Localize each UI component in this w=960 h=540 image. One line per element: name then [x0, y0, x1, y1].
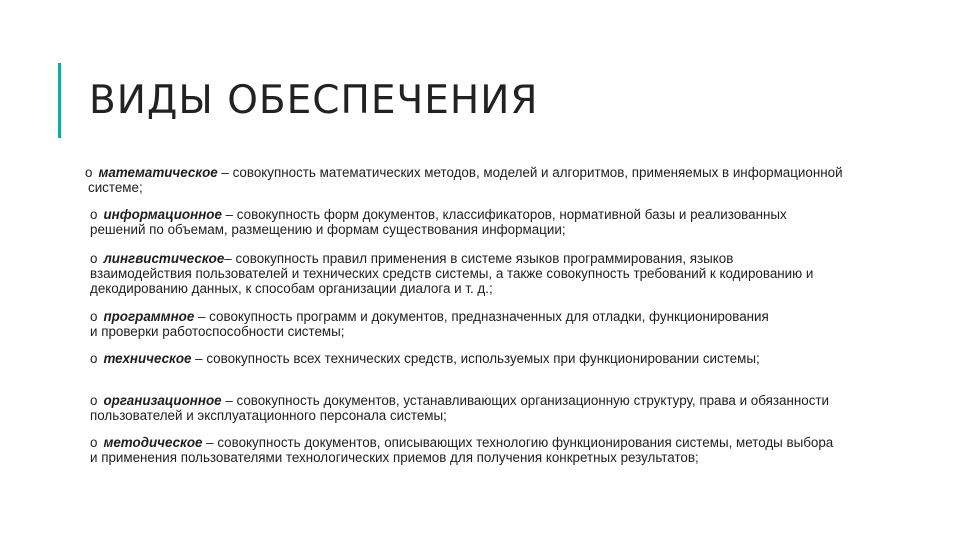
item-text: – совокупность всех технических средств, используемых при функционировании системы;: [191, 351, 760, 366]
item-text: – совокупность документов, описывающих технологию функционирования системы, методы выбора и применения пользователями технологических приемов для получения конкретных результатов;: [90, 435, 834, 465]
list-item: [90, 252, 835, 296]
item-term: методическое: [103, 435, 203, 450]
item-text: – совокупность математических методов, моделей и алгоритмов, применяемых в информационной системе;: [88, 165, 843, 195]
list-item: [90, 436, 840, 466]
bullet-icon: o: [90, 207, 98, 222]
item-term: организационное: [103, 393, 222, 408]
item-text: – совокупность форм документов, классификаторов, нормативной базы и реализованных решений по объемам, размещению и формам существования информации;: [90, 207, 787, 237]
item-text: – совокупность правил применения в системе языков программирования, языков взаимодействия пользователей и технических средств системы, а также совокупность требований к кодированию и декодированию данных, к способам организации диалога и т. д.;: [90, 251, 814, 296]
title-accent-bar: [58, 63, 61, 138]
item-term: техническое: [103, 351, 192, 366]
item-term: программное: [103, 309, 195, 324]
item-term: информационное: [103, 207, 222, 222]
item-term: математическое: [98, 165, 218, 180]
list-item: [90, 394, 840, 424]
bullet-icon: o: [90, 309, 98, 324]
bullet-icon: o: [90, 393, 98, 408]
item-text: – совокупность документов, устанавливающих организационную структуру, права и обязанности пользователей и эксплуатационного персонала системы;: [90, 393, 830, 423]
item-term: лингвистическое: [103, 251, 225, 266]
item-text: – совокупность программ и документов, предназначенных для отладки, функционирования и проверки работоспособности системы;: [90, 309, 769, 339]
bullet-icon: o: [90, 251, 98, 266]
page-title: ВИДЫ ОБЕСПЕЧЕНИЯ: [89, 78, 539, 123]
list-item: [90, 208, 810, 238]
list-item: [85, 165, 848, 196]
bullet-icon: o: [90, 351, 98, 366]
list-item: [90, 310, 770, 340]
list-item: [90, 352, 810, 367]
bullet-icon: o: [90, 435, 98, 450]
bullet-icon: o: [85, 165, 93, 180]
